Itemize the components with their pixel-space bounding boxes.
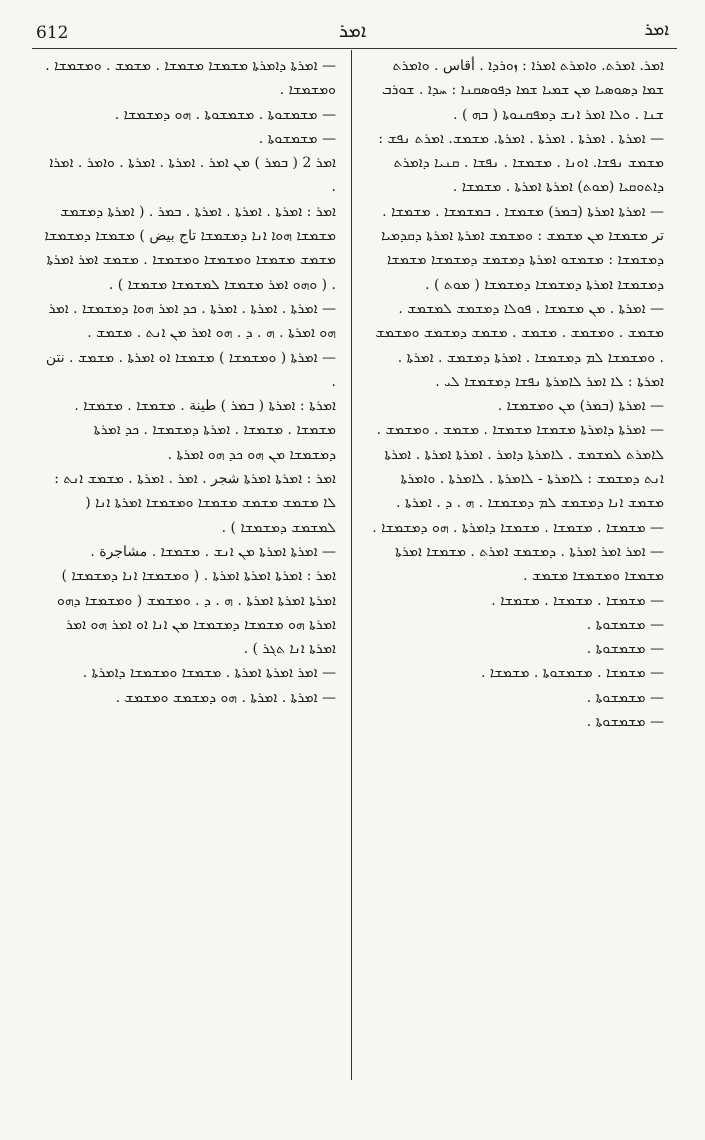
dictionary-entry: ܐܡܪ : ܐܡܪܬܐ ܐܡܪܬܐ شجر . ܐܡܪ . ܐܡܪܬܐ . ܡܫܡܫ ܐܢܬ : ܠܐ ܡܫܡܫ ܡܫܡܫ ܡܫܡܫܐ ܘܡܫܡܫܐ ܐܡܪܬܐ ܐܢܐ ( ܠܡܫܡܫ ܕܡܫܡܫܐ ) . (54, 471, 336, 536)
dictionary-entry: — ܐܡܪܬܐ (ܒܡܪ) ܡܢ ܘܡܫܡܫܐ . (497, 398, 664, 415)
dictionary-entry: — ܡܫܡܫܐ . ܡܫܡܫܐ . ܡܫܡܫܐ ܕܐܡܪܬܐ . ܗܘ ܕܡܫܡܫܐ . (372, 519, 664, 536)
dictionary-entry: — ܐܡܪܬܐ ( ܘܡܫܡܫܐ ) ܡܫܡܫܐ ܐܘ ܐܡܪܬܐ . ܡܫܡܫ . نتن . (45, 349, 336, 390)
dictionary-entry: — ܡܫܡܫܐ . ܡܫܡܫܘܬܐ . ܡܫܡܫܐ . (481, 665, 664, 682)
page-number: 612 (36, 23, 69, 43)
column-divider (351, 50, 352, 1080)
left-column (44, 54, 336, 710)
dictionary-entry: — ܐܡܪ ܐܡܪ ܐܡܪܬܐ . ܕܡܫܡܫ ܐܡܪܬ . ܡܫܡܫܐ ܐܡܪܬܐ ܡܫܡܫܐ ܘܡܫܡܫܐ ܡܫܡܫ . (395, 543, 664, 585)
dictionary-entry: — ܡܫܡܫܘܬܐ . (586, 616, 664, 633)
dictionary-entry: ܐܡܪ 2 ( ܒܡܪ ) ܡܢ ܐܡܪ . ܐܡܪܬܐ . ܐܡܪܬܐ . ܘܐܡܪ . ܐܡܪܐ . (49, 155, 336, 196)
right-column (368, 54, 664, 734)
corner-word: ܐܡܪ (644, 20, 669, 40)
dictionary-entry: — ܐܡܪܬܐ ܕܐܡܪܬܐ ܡܫܡܫܐ ܡܫܡܫܐ . ܡܫܡܫ . ܘܡܫܡܫ . ܠܐܡܪܬ ܠܡܫܡܫ . ܠܐܡܪܬܐ ܕܐܡܪ . ܐܡܪܬܐ ܐܡܪܬܐ . ܐܡܪܬܐ ܐܢܬ ܕܡܫܡܫ : ܠܐܡܪܬܐ - ܠܐܡܪܬܐ . ܠܐܡܪܬܐ . ܘܐܡܪܬܐ ܡܫܡܫ ܐܢܐ ܕܡܫܡܫ ܠܡ ܕܡܫܡܫܐ . ܗ . ܕ . ܐܡܪܬܐ . (376, 422, 664, 512)
dictionary-entry: — ܐܡܪ ܐܡܪܬܐ ܐܡܪܬܐ . ܡܫܡܫܐ ܘܡܫܡܫܐ ܕܐܡܪܬܐ . (82, 665, 336, 682)
dictionary-entry: — ܡܫܡܫܘܬܐ . ܡܫܡܫܘܬܐ . ܗܘ ܕܡܫܡܫܐ . (114, 106, 336, 123)
dictionary-entry: — ܡܫܡܫܘܬܐ . (586, 714, 664, 731)
dictionary-entry: ܐܡܪ : ܐܡܪܬܐ ܐܡܪܬܐ ܐܡܪܬܐ . ( ܘܡܫܡܫܐ ܐܢܐ ܕܡܫܡܫܐ ) ܐܡܪܬܐ ܐܡܪܬܐ ܐܡܪܬܐ . ܗ . ܕ . ܘܡܫܡܫ ( ܘܡܫܡܫܐ ܕܗܘ ܐܡܪܬܐ ܗܘ ܡܫܡܫܐ ܕܡܫܡܫܐ ܡܢ ܐܢܐ ܐܘ ܐܡܪ ܗܘ ܐܡܪ ܐܡܪܬܐ ܐܢܐ ܬܓܪ ) . (57, 568, 336, 658)
header-rule (32, 48, 677, 49)
dictionary-entry: — ܐܡܪܬܐ . ܐܡܪܬܐ . ܐܡܪܬܐ . ܟܕ ܐܡܪ ܗܘܐ ܕܡܫܡܫܐ . ܐܡܪ ܗܘ ܐܡܪܬܐ . ܗ . ܕ . ܗܘ ܐܡܪ ܡܢ ܐܢܬ . ܡܫܡܫ . (48, 300, 336, 342)
dictionary-entry: — ܐܡܪܬܐ ܐܡܪܬܐ ܡܢ ܐܢܫ . ܡܫܡܫܐ . مشاجرة . (90, 543, 336, 560)
dictionary-entry: — ܐܡܪܬܐ ܐܡܪܬܐ (ܒܡܪ) ܡܫܡܫܐ . ܒܡܫܡܫܐ . ܡܫܡܫܐ . تر ܡܫܡܫܐ ܡܢ ܡܫܡܫ : ܘܡܫܡܫ ܐܡܪܬܐ ܐܡܪܬܐ ܕܩܕܡܝܐ ܕܡܫܡܫܐ : ܡܫܡܫܘ ܐܡܪܬܐ ܕܡܫܡܫ ܕܡܫܡܫܐ ܡܫܡܫܐ ܕܡܫܡܫܐ ܐܡܪܬܐ ܕܡܫܡܫܐ ܕܡܫܡܫܐ ( ܡܘܬ ) . (381, 203, 664, 293)
dictionary-entry: — ܐܡܪܬܐ . ܡܢ ܡܫܡܫܐ . ܦܘܠܐ ܕܡܫܡܫ ܠܡܫܡܫ . ܡܫܡܫ . ܘܡܫܡܫ . ܡܫܡܫ . ܡܫܡܫ ܕܡܫܡܫ ܘܡܫܡܫ . ܘܡܫܡܫܐ ܠܡ ܕܡܫܡܫܐ . ܐܡܪܬܐ ܕܡܫܡܫ . ܐܡܪܬܐ . ܐܡܪܬܐ : ܠܐ ܐܡܪ ܠܐܡܪܬܐ ܢܦܫܐ ܕܡܫܡܫܐ ܠܝ . (375, 300, 664, 390)
dictionary-entry: ܐܡܪ. ܐܡܪܬ. ܘܐܡܪܬ ܐܡܪܐ : ܙܘܪܕܐ . أقاس . ܘܐܡܪܬ ܫܡܐ ܕܣܘܣܝܐ ܡܢ ܫܡܝܐ ܫܡܐ ܕܦܘܣܩܢܐ : ܚܕܐ . ܫܘܪܒ ܫܢܐ . ܘܠܐ ܐܡܪ ܐܢܫ ܕܡܦܩܢܘܬܐ ( ܒܗ ) . (381, 58, 664, 123)
dictionary-entry: — ܐܡܪܬܐ . ܐܡܪܬܐ . ܐܡܪܬܐ . ܐܡܪܬܐ. ܡܫܡܫ. ܐܡܪܬ ܢܦܫ : ܡܫܡܫ ܢܦܫܐ. ܐܘܢܐ . ܡܫܡܫܐ . ܢܦܫܐ . ܩܢܝܐ ܕܐܡܪܬ ܕܐܬܘܩܝܐ (ܡܘܬ) ܐܡܪܬܐ ܐܡܪܬܐ . ܡܫܡܫܐ . (378, 130, 664, 196)
dictionary-entry: — ܡܫܡܫܘܬܐ . (586, 689, 664, 706)
dictionary-entry: — ܡܫܡܫܘܬܐ . (586, 641, 664, 658)
dictionary-entry: ܐܡܪ : ܐܡܪܬܐ . ܐܡܪܬܐ . ܐܡܪܬܐ . ܒܡܪ . ( ܐܡܪܬܐ ܕܡܫܡܫ ܡܫܡܫܐ ܗܘܐ ܐܢܐ ܕܡܫܡܫܐ تاج بيض ) ܡܫܡܫܐ ܕܡܫܡܫܐ ܡܫܡܫ ܡܫܡܫܐ ܘܡܫܡܫܐ ܘܡܫܡܫܐ . ܡܫܡܫ ܐܡܪ ܐܡܪܬܐ . ( ܘܗܘ ܐܡܪ ܡܫܡܫܐ ܠܡܫܡܫܐ ܡܫܡܫܐ ) . (44, 203, 336, 293)
dictionary-entry: — ܡܫܡܫܘܬܐ . (258, 130, 336, 147)
running-head: ܐܡܪ (338, 20, 367, 42)
page-header (0, 0, 705, 48)
dictionary-entry: ܐܡܪܬܐ : ܐܡܪܬܐ ( ܒܡܪ ) طينة . ܡܫܡܫܐ . ܡܫܡܫܐ . ܡܫܡܫܐ . ܡܫܡܫܐ . ܐܡܪܬܐ ܕܡܫܡܫܐ . ܟܕ ܐܡܪܬܐ ܕܡܫܡܫܐ ܡܢ ܗܘ ܟܕ ܗܘ ܐܡܪܬܐ . (74, 398, 336, 463)
dictionary-entry: — ܡܫܡܫܐ . ܡܫܡܫܐ . ܡܫܡܫܐ . (491, 592, 664, 609)
dictionary-entry: — ܐܡܪܬܐ . ܐܡܪܬܐ . ܗܘ ܕܡܫܡܫ ܘܡܫܡܫ . (115, 689, 336, 706)
dictionary-entry: — ܐܡܪܬܐ ܕܐܡܪܬܐ ܡܫܡܫܐ ܡܫܡܫܐ . ܡܫܡܫ . ܘܡܫܡܫܐ . ܘܡܫܡܫܐ . (45, 58, 336, 99)
